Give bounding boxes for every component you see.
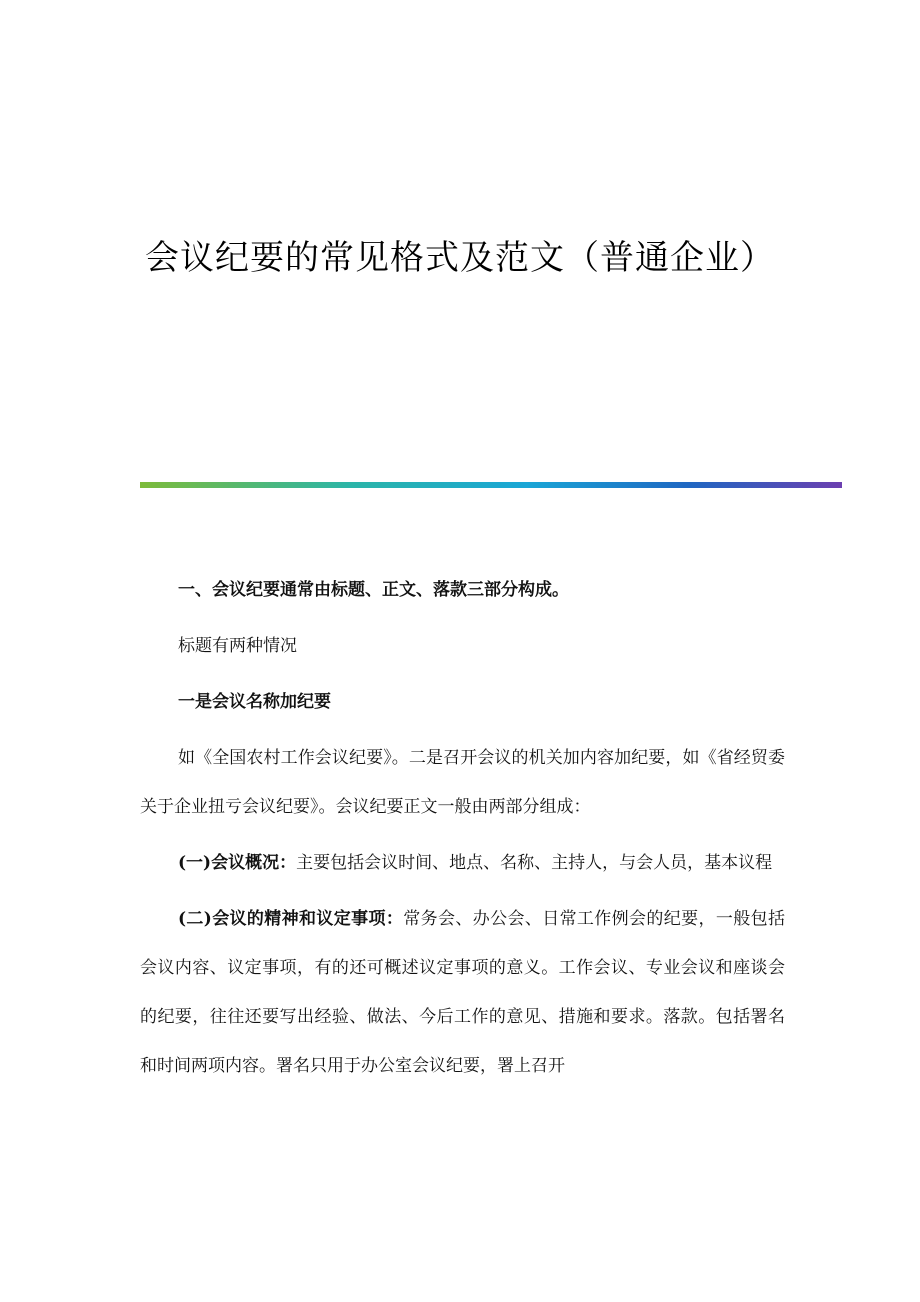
paragraph-item-one bbox=[140, 839, 785, 888]
document-body bbox=[140, 566, 785, 1098]
item-two-label: (二)会议的精神和议定事项： bbox=[178, 909, 404, 929]
section-heading: 一、会议纪要通常由标题、正文、落款三部分构成。 bbox=[178, 580, 569, 600]
gradient-divider bbox=[140, 482, 842, 488]
item-one-label: (一)会议概况： bbox=[178, 853, 297, 873]
paragraph-examples: 如《全国农村工作会议纪要》。二是召开会议的机关加内容加纪要，如《省经贸委关于企业扭亏会议纪要》。会议纪要正文一般由两部分组成： bbox=[140, 748, 785, 817]
item-two-text: 常务会、办公会、日常工作例会的纪要，一般包括会议内容、议定事项，有的还可概述议定事项的意义。工作会议、专业会议和座谈会的纪要，往往还要写出经验、做法、今后工作的意见、措施和要求。落款。包括署名和时间两项内容。署名只用于办公室会议纪要，署上召开 bbox=[140, 909, 785, 1076]
paragraph-case-one: 一是会议名称加纪要 bbox=[178, 692, 331, 712]
document-title: 会议纪要的常见格式及范文（普通企业） bbox=[145, 238, 775, 278]
paragraph-item-two bbox=[140, 895, 785, 1091]
item-one-text: 主要包括会议时间、地点、名称、主持人，与会人员，基本议程 bbox=[296, 853, 773, 873]
paragraph-title-cases: 标题有两种情况 bbox=[178, 636, 297, 656]
